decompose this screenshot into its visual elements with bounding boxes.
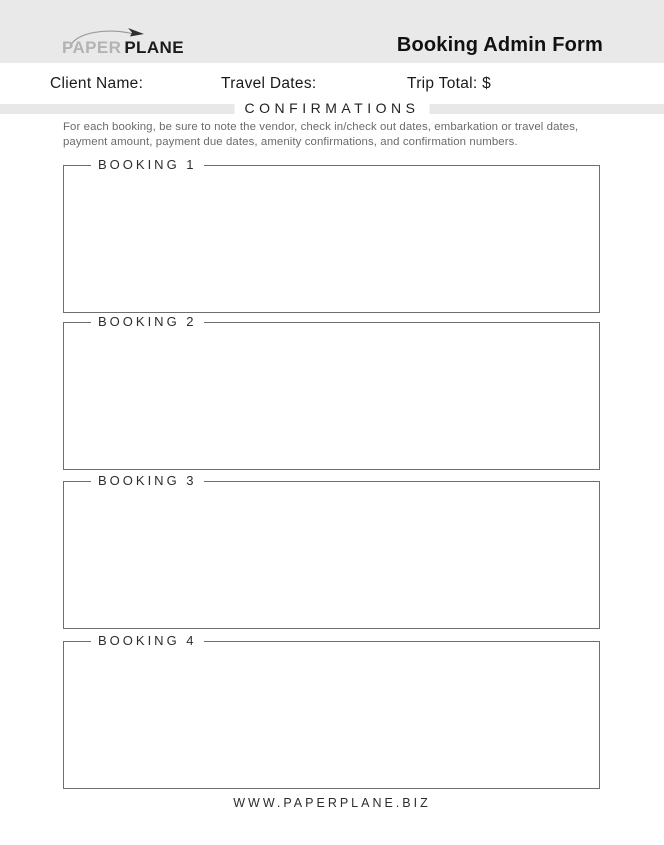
booking-2-label: BOOKING 2 [91,314,204,330]
footer-website: WWW.PAPERPLANE.BIZ [233,796,431,810]
paperplane-logo [62,26,192,60]
header-band [0,0,664,63]
booking-3-write-area[interactable] [64,490,599,628]
booking-3-box [63,473,600,629]
confirmations-divider [0,96,664,122]
client-name-label: Client Name: [50,75,144,92]
travel-dates-label: Travel Dates: [221,75,317,92]
brand-word-plane: PLANE [124,38,184,57]
booking-2-box [63,314,600,470]
booking-1-write-area[interactable] [64,174,599,312]
trip-total-label: Trip Total: $ [407,75,492,92]
confirmations-heading: CONFIRMATIONS [235,96,430,120]
page-title: Booking Admin Form [396,34,603,56]
instructions-text: For each booking, be sure to note the vendor, check in/check out dates, embarkation or travel dates, payment amount, payment due dates, amenity confirmations, and confirmation numbers. [63,121,579,148]
booking-1-label: BOOKING 1 [91,157,204,173]
brand-wordmark [62,38,184,58]
booking-4-write-area[interactable] [64,650,599,788]
booking-3-label: BOOKING 3 [91,473,204,489]
booking-4-label: BOOKING 4 [91,633,204,649]
brand-word-paper: PAPER [62,38,122,57]
booking-4-box [63,633,600,789]
booking-1-box [63,157,600,313]
booking-2-write-area[interactable] [64,331,599,469]
